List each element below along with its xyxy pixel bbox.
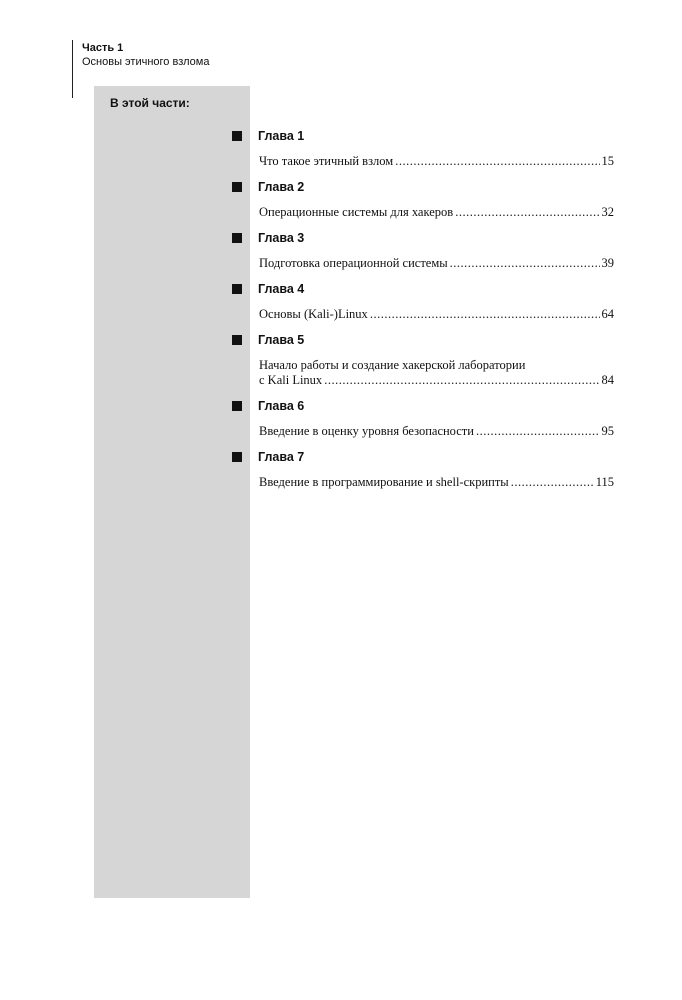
entry-title: Основы (Kali-)Linux [259,307,368,321]
toc-entry[interactable] [259,205,614,220]
chapter-heading [232,397,614,415]
page-number: 84 [601,373,614,387]
dot-leader [324,373,599,388]
square-bullet-icon [232,233,242,243]
square-bullet-icon [232,182,242,192]
chapter-label: Глава 4 [258,282,305,296]
entry-title: с Kali Linux [259,373,323,387]
toc-entry[interactable] [259,475,614,490]
toc-entry[interactable] [259,358,614,388]
chapter-heading [232,448,614,466]
dot-leader [450,256,600,271]
page-number: 64 [601,307,614,321]
dot-leader [395,154,599,169]
part-title: Основы этичного взлома [82,56,210,68]
dot-leader [370,307,600,322]
page-number: 95 [601,424,614,438]
page-number: 32 [601,205,614,219]
square-bullet-icon [232,335,242,345]
square-bullet-icon [232,452,242,462]
dot-leader [455,205,599,220]
page-number: 15 [601,154,614,168]
chapter-heading [232,127,614,145]
square-bullet-icon [232,284,242,294]
dot-leader [511,475,594,490]
part-header [82,41,209,69]
chapter-label: Глава 3 [258,231,305,245]
chapter-heading [232,280,614,298]
toc-entry[interactable] [259,307,614,322]
chapter-heading [232,178,614,196]
sidebar-panel [94,86,250,898]
entry-title: Введение в оценку уровня безопасности [259,424,474,438]
square-bullet-icon [232,401,242,411]
table-of-contents [232,127,614,499]
page-number: 115 [595,475,614,489]
chapter-label: Глава 7 [258,450,305,464]
chapter-label: Глава 1 [258,129,305,143]
chapter-heading [232,331,614,349]
entry-title: Введение в программирование и shell-скрипты [259,475,509,489]
sidebar-title: В этой части: [110,96,190,110]
entry-title: Что такое этичный взлом [259,154,394,168]
entry-title: Подготовка операционной системы [259,256,448,270]
chapter-label: Глава 5 [258,333,305,347]
chapter-heading [232,229,614,247]
entry-title-line: Начало работы и создание хакерской лаборатории [259,358,526,372]
dot-leader [476,424,600,439]
header-rule [72,40,73,98]
page-number: 39 [601,256,614,270]
chapter-label: Глава 2 [258,180,305,194]
toc-entry[interactable] [259,154,614,169]
toc-entry[interactable] [259,256,614,271]
square-bullet-icon [232,131,242,141]
toc-entry[interactable] [259,424,614,439]
part-number: Часть 1 [82,42,124,54]
entry-title: Операционные системы для хакеров [259,205,454,219]
chapter-label: Глава 6 [258,399,305,413]
